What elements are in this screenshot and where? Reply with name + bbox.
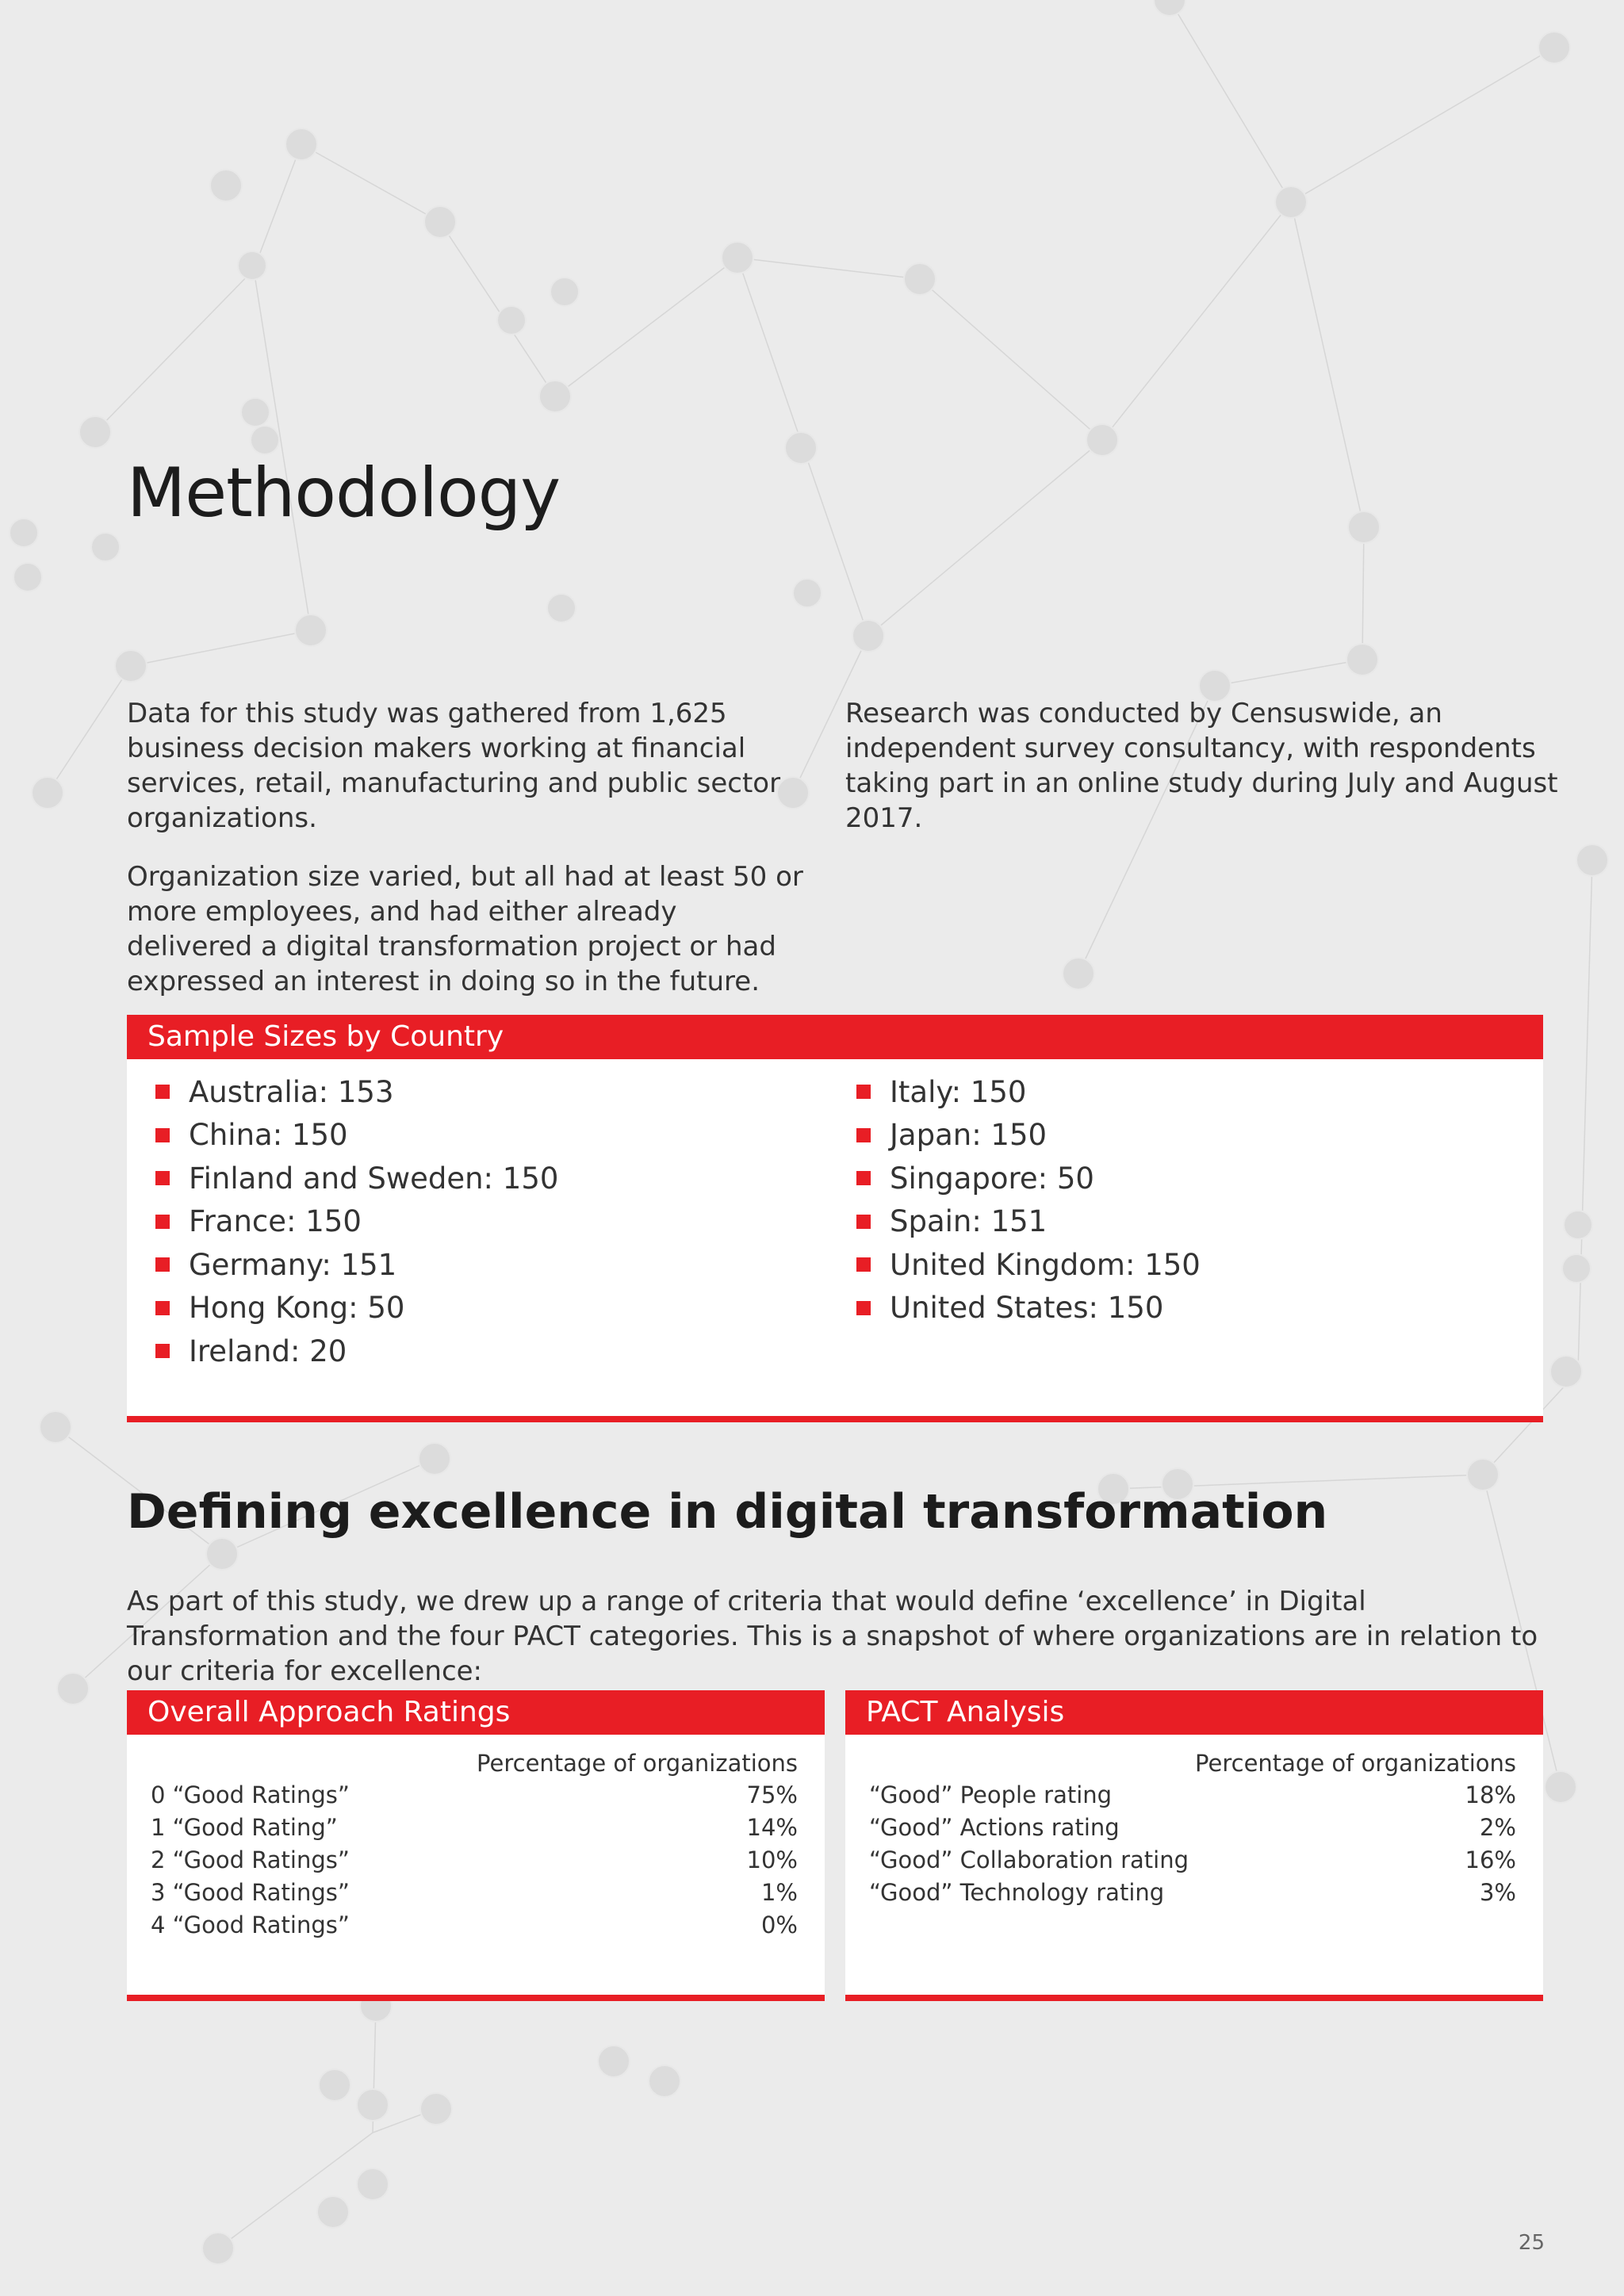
bullet-square-icon [856, 1085, 871, 1099]
row-value: 18% [1465, 1781, 1516, 1808]
table-row [151, 1812, 798, 1844]
row-value: 3% [1479, 1879, 1516, 1906]
section-title: Defining excellence in digital transformation [127, 1484, 1328, 1540]
table-row [151, 1909, 798, 1942]
row-label: “Good” People rating [869, 1781, 1113, 1808]
intro-paragraph: Research was conducted by Censuswide, an independent survey consultancy, with respondents taking part in an online study during July and August 2017. [845, 698, 1558, 834]
intro-paragraph: Data for this study was gathered from 1,625 business decision makers working at financial services, retail, manufacturing and public sector organizations. [127, 698, 781, 834]
list-item [155, 1114, 558, 1158]
list-item [856, 1200, 1201, 1244]
table-row [869, 1812, 1516, 1844]
list-item [155, 1157, 558, 1200]
section-body: As part of this study, we drew up a range of criteria that would define ‘excellence’ in Digital Transformation and the four PACT categories. This is a snapshot of where organizations are in relation to our criteria for excellence: [127, 1586, 1538, 1687]
page-title: Methodology [127, 453, 561, 533]
country-entry: Germany: 151 [189, 1247, 397, 1282]
list-item [856, 1114, 1201, 1158]
list-item [155, 1287, 558, 1330]
country-list-right [856, 1070, 1201, 1330]
overall-ratings-table [127, 1735, 825, 1942]
country-entry: Hong Kong: 50 [189, 1291, 405, 1326]
country-entry: China: 150 [189, 1118, 348, 1153]
row-label: “Good” Technology rating [869, 1879, 1165, 1906]
country-entry: France: 150 [189, 1204, 362, 1239]
intro-paragraph: Organization size varied, but all had at least 50 or more employees, and had either already delivered a digital transformation project or had expressed an interest in doing so in the future. [127, 861, 803, 997]
country-entry: Ireland: 20 [189, 1334, 347, 1368]
row-value: 16% [1465, 1846, 1516, 1873]
sample-sizes-header: Sample Sizes by Country [127, 1015, 1543, 1059]
intro-left-column [127, 696, 809, 999]
bullet-square-icon [856, 1128, 871, 1142]
country-entry: United Kingdom: 150 [890, 1247, 1201, 1282]
row-label: 2 “Good Ratings” [151, 1846, 350, 1873]
list-item [155, 1200, 558, 1244]
bullet-square-icon [856, 1301, 871, 1315]
country-entry: United States: 150 [890, 1291, 1164, 1326]
row-value: 2% [1479, 1814, 1516, 1841]
list-item [856, 1157, 1201, 1200]
country-entry: Australia: 153 [189, 1074, 394, 1109]
country-list-left [155, 1070, 558, 1373]
row-label: 3 “Good Ratings” [151, 1879, 350, 1906]
column-header: Percentage of organizations [477, 1750, 798, 1777]
page-number: 25 [1518, 2231, 1545, 2255]
row-value: 14% [746, 1814, 798, 1841]
table-row [869, 1779, 1516, 1812]
row-label: 1 “Good Rating” [151, 1814, 338, 1841]
row-value: 75% [746, 1781, 798, 1808]
bullet-square-icon [856, 1171, 871, 1185]
bullet-square-icon [155, 1257, 170, 1272]
pact-analysis-table [845, 1735, 1543, 1909]
overall-ratings-panel [127, 1690, 825, 2001]
row-label: 4 “Good Ratings” [151, 1911, 350, 1938]
table-row [151, 1844, 798, 1877]
column-header: Percentage of organizations [1195, 1750, 1516, 1777]
table-row [869, 1844, 1516, 1877]
sample-sizes-panel [127, 1015, 1543, 1422]
table-row [151, 1779, 798, 1812]
list-item [856, 1243, 1201, 1287]
list-item [155, 1330, 558, 1373]
list-item [155, 1243, 558, 1287]
bullet-square-icon [155, 1171, 170, 1185]
bullet-square-icon [856, 1257, 871, 1272]
bullet-square-icon [155, 1301, 170, 1315]
table-row [869, 1877, 1516, 1909]
list-item [155, 1070, 558, 1114]
row-value: 10% [746, 1846, 798, 1873]
row-value: 1% [760, 1879, 798, 1906]
row-label: “Good” Collaboration rating [869, 1846, 1189, 1873]
country-entry: Singapore: 50 [890, 1161, 1094, 1196]
bullet-square-icon [155, 1215, 170, 1229]
pact-analysis-panel [845, 1690, 1543, 2001]
bullet-square-icon [155, 1344, 170, 1358]
country-entry: Finland and Sweden: 150 [189, 1161, 559, 1196]
table-row [151, 1877, 798, 1909]
row-value: 0% [760, 1911, 798, 1938]
row-label: 0 “Good Ratings” [151, 1781, 350, 1808]
bullet-square-icon [856, 1215, 871, 1229]
list-item [856, 1070, 1201, 1114]
pact-analysis-header: PACT Analysis [845, 1690, 1543, 1735]
bullet-square-icon [155, 1085, 170, 1099]
country-entry: Japan: 150 [890, 1118, 1048, 1153]
intro-right-column [845, 696, 1559, 836]
bullet-square-icon [155, 1128, 170, 1142]
country-entry: Spain: 151 [890, 1204, 1048, 1239]
row-label: “Good” Actions rating [869, 1814, 1120, 1841]
list-item [856, 1287, 1201, 1330]
overall-ratings-header: Overall Approach Ratings [127, 1690, 825, 1735]
country-entry: Italy: 150 [890, 1074, 1027, 1109]
